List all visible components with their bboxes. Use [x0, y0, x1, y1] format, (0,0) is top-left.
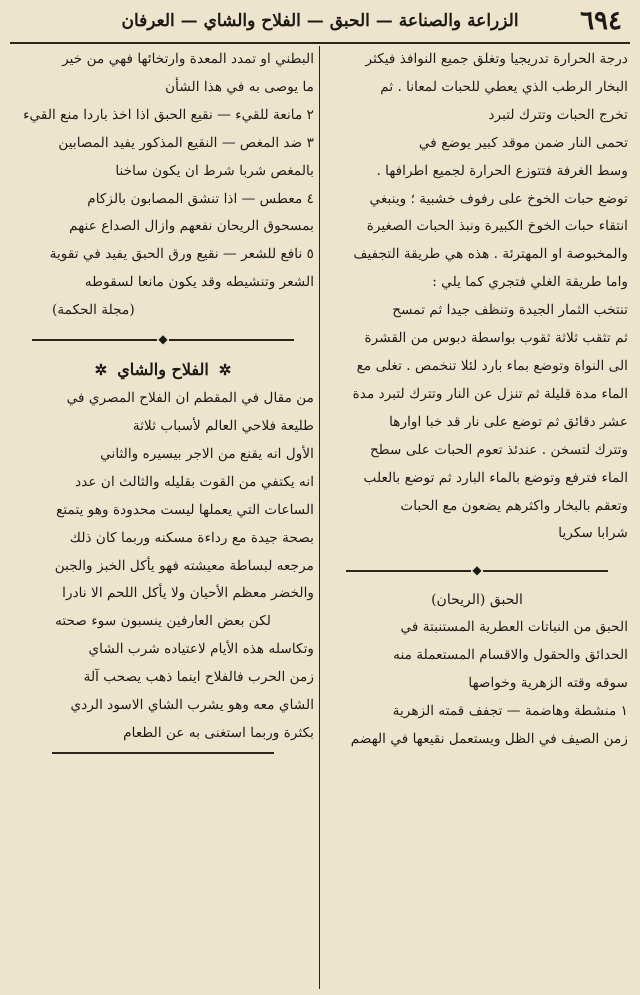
text-line: بمسحوق الريحان نفعهم وازال الصداع عنهم [69, 218, 314, 235]
text-line: واما طريقة الغلي فتجري كما يلي : [432, 274, 628, 291]
divider-ornament-icon: ◆ [158, 332, 168, 347]
basil-section-title: الحبق (الريحان) [431, 592, 523, 609]
text-line: ٢ مانعة للقيء — نقيع الحبق اذا اخذ باردا منع القيء [23, 106, 314, 123]
column-rule [319, 46, 320, 989]
flourish-icon: ✲ [218, 361, 232, 380]
text-line: مرجعه لبساطة معيشته فهو يأكل الخبز والجبن [54, 557, 314, 574]
text-line: سوقه وقته الزهرية وخواصها [468, 675, 628, 692]
section-divider [32, 331, 294, 349]
text-line: والخضر معظم الأحيان ولا يأكل اللحم الا نادرا [62, 585, 314, 602]
text-line: والمخبوصة او المهترئة . هذه هي طريقة التجفيف [353, 246, 628, 263]
text-line: الحدائق والحقول والاقسام المستعملة منه [393, 647, 628, 664]
text-line: الأول انه يقنع من الاجر بيسيره والثاني [100, 445, 314, 462]
text-line: وتعقم بالبخار واكثرهم يضعون مع الحبات [400, 497, 628, 514]
text-line: ٣ ضد المغص — النقيع المذكور يفيد المصابين [58, 134, 314, 151]
text-line: الماء مدة قليلة ثم تنزل عن النار وتترك لتبرد مدة [352, 385, 628, 402]
text-line: ما يوصى به في هذا الشأن [165, 78, 314, 95]
text-line: تحمى النار ضمن موقد كبير يوضع في [418, 134, 628, 151]
left-column [10, 46, 314, 989]
page-number: ٦٩٤ [580, 6, 622, 36]
section-divider [346, 562, 608, 580]
text-line: شرابا سكريا [558, 525, 628, 542]
page-header [10, 6, 630, 44]
text-line: طليعة فلاحي العالم لأسباب ثلاثة [132, 417, 314, 434]
text-line: وتكاسله هذه الأيام لاعتياده شرب الشاي [88, 641, 314, 658]
text-line: انه يكتفي من القوت بقليله والثالث ان عدد [75, 473, 314, 490]
text-line: زمن الصيف في الظل ويستعمل نقيعها في الهضم [350, 730, 628, 747]
text-line: وسط الغرفة فتتوزع الحرارة لجميع اطرافها . [376, 162, 628, 179]
flourish-icon: ✲ [94, 361, 108, 380]
text-line: انتقاء حبات الخوخ الكبيرة ونبذ الحبات الصغيرة [366, 218, 628, 235]
text-line: ثم تثقب ثلاثة ثقوب بواسطة دبوس من القشرة [364, 330, 628, 347]
text-line: درجة الحرارة تدريجيا وتغلق جميع النوافذ فيكثر [365, 51, 628, 67]
text-line: وتترك لتسخن . عندئذ تعوم الحبات على سطح [369, 441, 628, 458]
divider-ornament-icon: ◆ [472, 563, 482, 578]
text-line: ٤ معطس — اذا تنشق المصابون بالزكام [87, 190, 314, 207]
text-line: لكن بعض العارفين ينسبون سوء صحته [55, 613, 271, 630]
text-line: البطني او تمدد المعدة وارتخائها فهي من خير [62, 51, 314, 67]
running-title: الزراعة والصناعة — الحبق — الفلاح والشاي — العرفان [121, 11, 519, 31]
closing-rule [52, 752, 274, 760]
text-line: بكثرة وربما استغنى به عن الطعام [123, 724, 314, 741]
text-line: بالمغص شربا شرط ان يكون ساخنا [115, 162, 314, 179]
text-line: توضع حبات الخوخ على رفوف خشبية ؛ وينبغي [369, 190, 628, 207]
text-line: بصحة جيدة مع رداءة مسكنه وربما كان ذلك [69, 529, 314, 546]
text-line: الماء فترفع وتوضع بالماء البارد ثم توضع بالعلب [363, 469, 628, 486]
text-line: عشر دقائق ثم توضع على نار قد خبا اوارها [389, 413, 628, 430]
text-line: تنتخب الثمار الجيدة وتنظف جيدا ثم تمسح [392, 302, 628, 319]
section-title-text: الفلاح والشاي [117, 360, 209, 380]
right-column [326, 46, 630, 989]
text-line: الى النواة وتوضع بماء بارد لئلا تنخمص . تغلى مع [356, 357, 628, 374]
text-line: الساعات التي يعملها ليست محدودة وهو يتمتع [56, 501, 314, 518]
text-line: زمن الحرب فالفلاح اينما ذهب يصحب آلة [83, 669, 314, 686]
text-line: ١ منشطة وهاضمة — تجفف قمته الزهرية [392, 703, 628, 720]
text-line: من مقال في المقطم ان الفلاح المصري في [66, 390, 314, 407]
text-line: تخرج الحبات وتترك لتبرد [488, 106, 628, 123]
text-line: الحبق من النباتات العطرية المستنبتة في [400, 619, 628, 636]
columns [10, 46, 630, 989]
source-citation: (مجلة الحكمة) [52, 302, 135, 319]
text-line: الشاي معه وهو يشرب الشاي الاسود الردي [70, 697, 314, 714]
text-line: ٥ نافع للشعر — نقيع ورق الحبق يفيد في تقوية [49, 246, 314, 263]
text-line: البخار الرطب الذي يعطي للحبات لمعانا . ثم [380, 78, 628, 95]
text-line: الشعر وتنشيطه وقد يكون مانعا لسقوطه [84, 274, 314, 291]
section-title [12, 355, 314, 385]
